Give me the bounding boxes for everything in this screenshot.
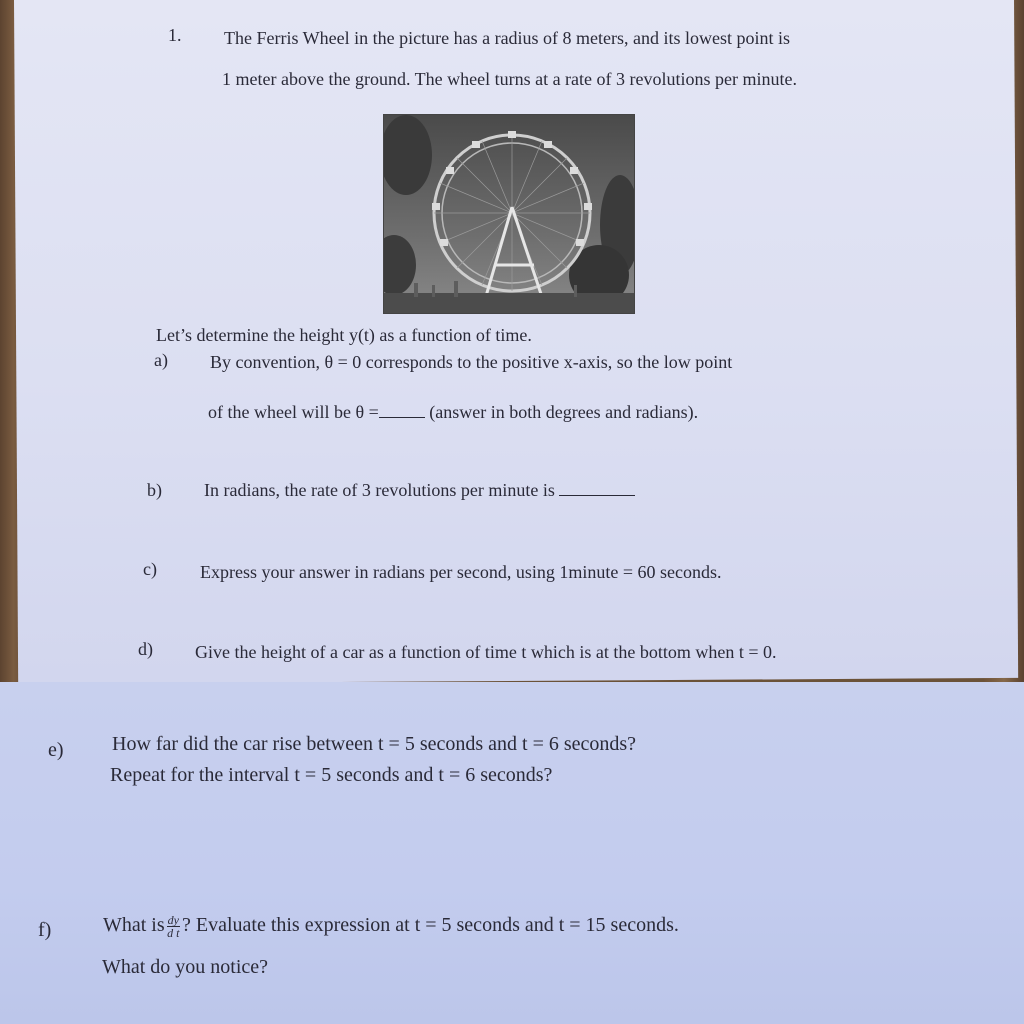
part-e-line-2: Repeat for the interval t = 5 seconds and t = 6 seconds? xyxy=(110,764,553,786)
part-a-line-2-pre: of the wheel will be θ = xyxy=(208,402,379,422)
part-e-line-1: How far did the car rise between t = 5 seconds and t = 6 seconds? xyxy=(112,733,637,755)
part-c-text: Express your answer in radians per second, using 1minute = 60 seconds. xyxy=(200,562,722,582)
part-b-line xyxy=(204,481,635,499)
part-b-label: b) xyxy=(147,480,162,500)
part-c-label: c) xyxy=(143,559,157,579)
lead-sentence: Let’s determine the height y(t) as a function of time. xyxy=(156,325,532,345)
part-a-answer-blank[interactable] xyxy=(379,417,425,418)
part-f-pre: What is xyxy=(103,914,165,937)
part-d-text: Give the height of a car as a function of time t which is at the bottom when t = 0. xyxy=(195,642,777,662)
part-e-label: e) xyxy=(48,739,64,761)
intro-line-1: The Ferris Wheel in the picture has a radius of 8 meters, and its lowest point is xyxy=(224,28,791,48)
part-a-label: a) xyxy=(154,350,168,370)
ferris-wheel-photo xyxy=(383,114,635,314)
fraction-denominator: d t xyxy=(167,926,180,940)
problem-number: 1. xyxy=(168,25,182,45)
derivative-fraction xyxy=(167,914,180,939)
part-f-line-2: What do you notice? xyxy=(102,956,269,978)
part-f-line-1 xyxy=(103,914,679,939)
part-b-answer-blank[interactable] xyxy=(559,495,635,496)
part-b-text: In radians, the rate of 3 revolutions per minute is xyxy=(204,480,555,500)
part-f-label: f) xyxy=(38,919,52,941)
intro-line-2: 1 meter above the ground. The wheel turns at a rate of 3 revolutions per minute. xyxy=(222,69,797,89)
part-a-line-2-post: (answer in both degrees and radians). xyxy=(429,402,699,422)
part-f-post: ? Evaluate this expression at t = 5 seconds and t = 15 seconds. xyxy=(181,914,679,937)
fraction-numerator: dy xyxy=(167,913,179,927)
part-a-line-2 xyxy=(208,403,698,421)
part-d-label: d) xyxy=(138,639,153,659)
part-a-line-1: By convention, θ = 0 corresponds to the positive x-axis, so the low point xyxy=(210,352,733,372)
